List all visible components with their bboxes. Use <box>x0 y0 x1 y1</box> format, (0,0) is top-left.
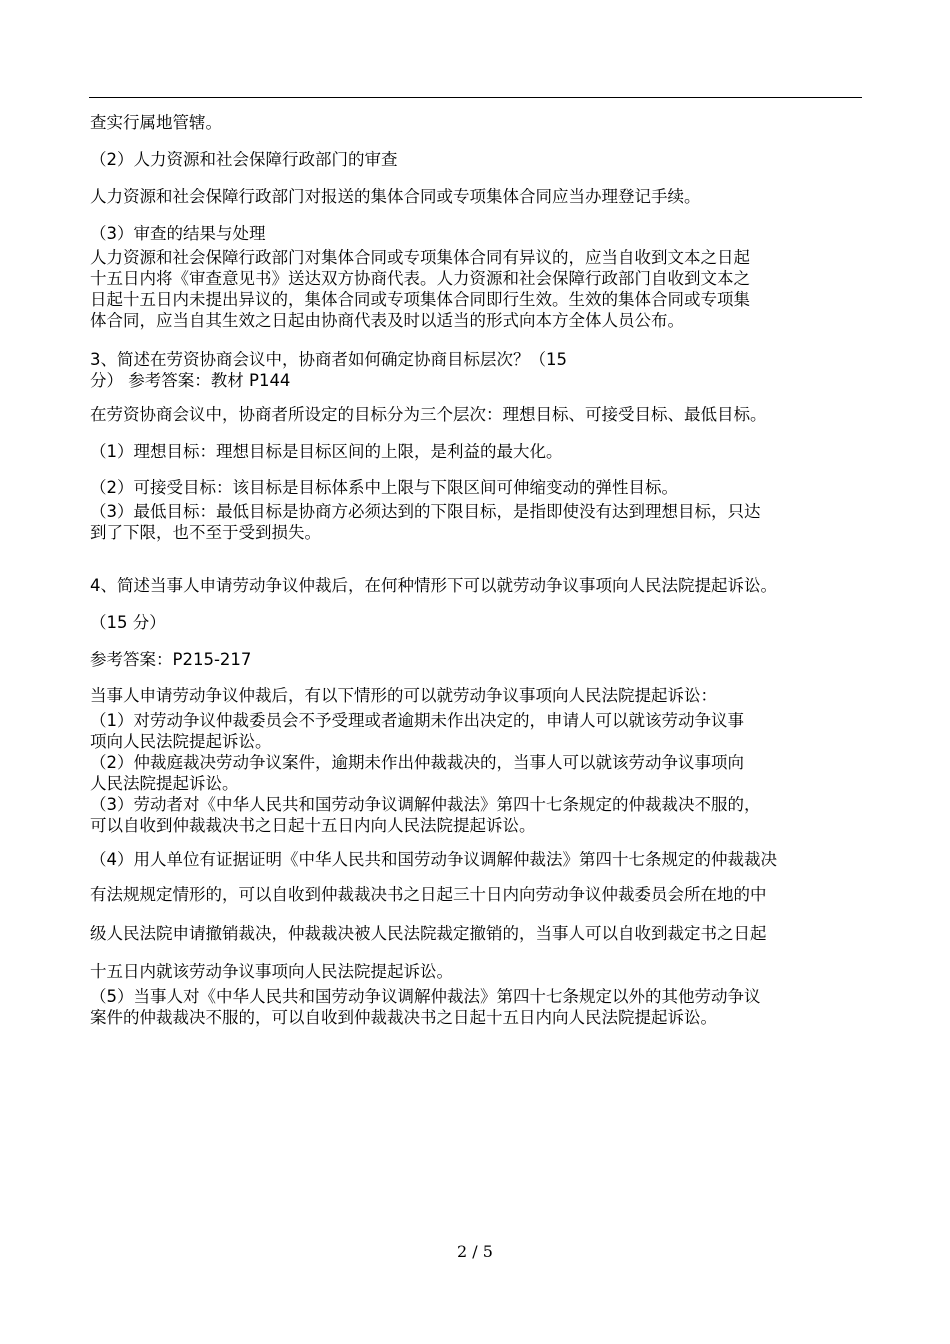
text-line: （15 分） <box>90 613 166 632</box>
text-line: （3）最低目标：最低目标是协商方必须达到的下限目标，是指即使没有达到理想目标，只达 <box>90 502 761 521</box>
text-line: （5）当事人对《中华人民共和国劳动争议调解仲裁法》第四十七条规定以外的其他劳动争议 <box>90 987 761 1006</box>
text-line: 可以自收到仲裁裁决书之日起十五日内向人民法院提起诉讼。 <box>90 816 536 835</box>
text-line: 体合同，应当自其生效之日起由协商代表及时以适当的形式向本方全体人员公布。 <box>90 311 684 330</box>
text-line: （3）劳动者对《中华人民共和国劳动争议调解仲裁法》第四十七条规定的仲裁裁决不服的， <box>90 795 761 814</box>
text-line: 参考答案：P215-217 <box>90 650 252 669</box>
text-line: 人民法院提起诉讼。 <box>90 774 239 793</box>
text-line: 有法规规定情形的，可以自收到仲裁裁决书之日起三十日内向劳动争议仲裁委员会所在地的中 <box>90 885 767 904</box>
text-line: （4）用人单位有证据证明《中华人民共和国劳动争议调解仲裁法》第四十七条规定的仲裁裁决 <box>90 850 777 869</box>
text-line: （1）对劳动争议仲裁委员会不予受理或者逾期未作出决定的，申请人可以就该劳动争议事 <box>90 711 744 730</box>
page-number: 2 / 5 <box>457 1242 493 1261</box>
text-line: 分） 参考答案：教材 P144 <box>90 371 291 390</box>
text-line: （1）理想目标：理想目标是目标区间的上限，是利益的最大化。 <box>90 442 563 461</box>
text-line: 人力资源和社会保障行政部门对报送的集体合同或专项集体合同应当办理登记手续。 <box>90 187 701 206</box>
text-line: 日起十五日内未提出异议的，集体合同或专项集体合同即行生效。生效的集体合同或专项集 <box>90 290 750 309</box>
text-line: 级人民法院申请撤销裁决，仲裁裁决被人民法院裁定撤销的，当事人可以自收到裁定书之日起 <box>90 924 767 943</box>
text-line: 4、简述当事人申请劳动争议仲裁后，在何种情形下可以就劳动争议事项向人民法院提起诉讼。 <box>90 576 777 595</box>
text-line: （2）可接受目标：该目标是目标体系中上限与下限区间可伸缩变动的弹性目标。 <box>90 478 678 497</box>
text-line: 在劳资协商会议中，协商者所设定的目标分为三个层次：理想目标、可接受目标、最低目标。 <box>90 405 767 424</box>
text-line: （2）人力资源和社会保障行政部门的审查 <box>90 150 398 169</box>
text-line: 人力资源和社会保障行政部门对集体合同或专项集体合同有异议的，应当自收到文本之日起 <box>90 248 750 267</box>
text-line: 案件的仲裁裁决不服的，可以自收到仲裁裁决书之日起十五日内向人民法院提起诉讼。 <box>90 1008 717 1027</box>
text-line: （3）审查的结果与处理 <box>90 224 266 243</box>
text-line: 3、简述在劳资协商会议中，协商者如何确定协商目标层次？（15 <box>90 350 567 369</box>
text-line: 当事人申请劳动争议仲裁后，有以下情形的可以就劳动争议事项向人民法院提起诉讼： <box>90 686 717 705</box>
text-line: （2）仲裁庭裁决劳动争议案件，逾期未作出仲裁裁决的，当事人可以就该劳动争议事项向 <box>90 753 744 772</box>
header-rule <box>89 97 862 98</box>
text-line: 项向人民法院提起诉讼。 <box>90 732 272 751</box>
text-line: 十五日内就该劳动争议事项向人民法院提起诉讼。 <box>90 962 453 981</box>
text-line: 到了下限，也不至于受到损失。 <box>90 523 321 542</box>
text-line: 查实行属地管辖。 <box>90 113 222 132</box>
text-line: 十五日内将《审查意见书》送达双方协商代表。人力资源和社会保障行政部门自收到文本之 <box>90 269 750 288</box>
